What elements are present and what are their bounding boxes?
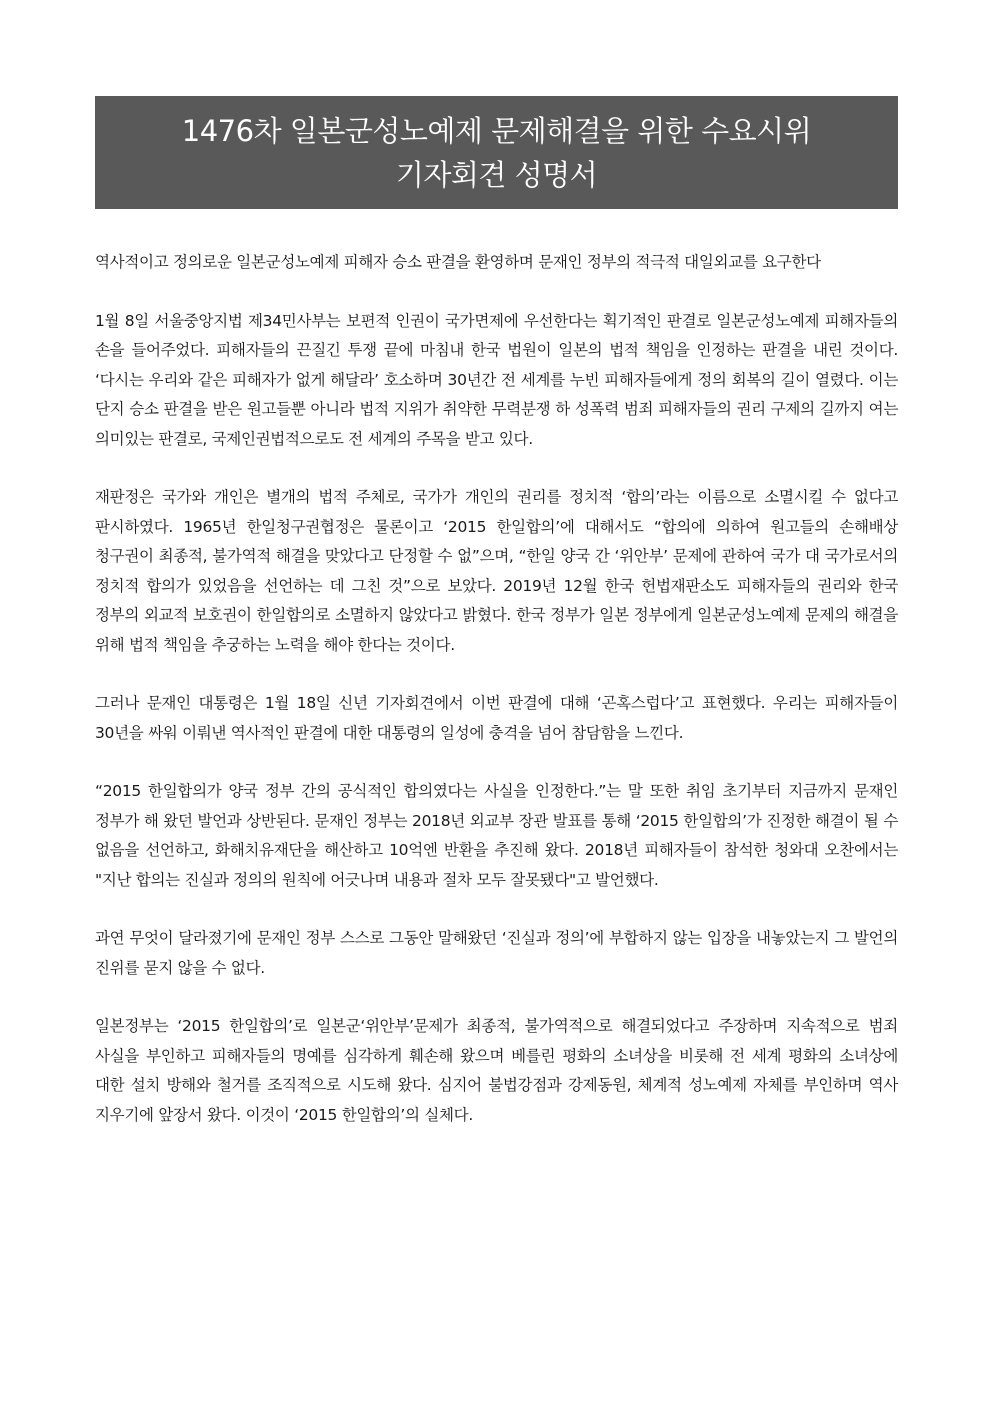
document-title-line-2: 기자회견 성명서 (395, 157, 598, 192)
statement-body (95, 248, 898, 1159)
paragraph-contradiction: “2015 한일합의가 양국 정부 간의 공식적인 합의였다는 사실을 인정한다.”는 말 또한 취임 초기부터 지금까지 문재인 정부가 해 왔던 발언과 상반된다. 문재인 정부는 2018년 외교부 장관 발표를 통해 ‘2015 한일합의’가 진정한 해결이 될 수 없음을 선언하고, 화해치유재단을 해산하고 10억엔 반환을 추진해 왔다. 2018년 피해자들이 참석한 청와대 오찬에서는 "지난 합의는 진실과 정의의 원칙에 어긋나며 내용과 절차 모두 잘못됐다"고 발언했다. (95, 782, 898, 889)
paragraph-japan-government: 일본정부는 ‘2015 한일합의’로 일본군‘위안부’문제가 최종적, 불가역적으로 해결되었다고 주장하며 지속적으로 범죄 사실을 부인하고 피해자들의 명예를 심각하게 훼손해 왔으며 베를린 평화의 소녀상을 비롯해 전 세계 평화의 소녀상에 대한 설치 방해와 철거를 조직적으로 시도해 왔다. 심지어 불법강점과 강제동원, 체계적 성노예제 자체를 부인하며 역사 지우기에 앞장서 왔다. 이것이 ‘2015 한일합의’의 실체다. (95, 1017, 898, 1124)
paragraph-ruling: 1월 8일 서울중앙지법 제34민사부는 보편적 인권이 국가면제에 우선한다는 획기적인 판결로 일본군성노예제 피해자들의 손을 들어주었다. 피해자들의 끈질긴 투쟁 끝에 마침내 한국 법원이 일본의 법적 책임을 인정하는 판결을 내린 것이다. ‘다시는 우리와 같은 피해자가 없게 해달라’ 호소하며 30년간 전 세계를 누빈 피해자들에게 정의 회복의 길이 열렸다. 이는 단지 승소 판결을 받은 원고들뿐 아니라 법적 지위가 취약한 무력분쟁 하 성폭력 범죄 피해자들의 권리 구제의 길까지 여는 의미있는 판결로, 국제인권법적으로도 전 세계의 주목을 받고 있다. (95, 311, 898, 448)
paragraph-headline: 역사적이고 정의로운 일본군성노예제 피해자 승소 판결을 환영하며 문재인 정부의 적극적 대일외교를 요구한다 (95, 253, 821, 271)
paragraph-court-opinion: 재판정은 국가와 개인은 별개의 법적 주체로, 국가가 개인의 권리를 정치적 ‘합의’라는 이름으로 소멸시킬 수 없다고 판시하였다. 1965년 한일청구권협정은 물론이고 ‘2015 한일합의’에 대해서도 “합의에 의하여 원고들의 손해배상 청구권이 최종적, 불가역적 해결을 맞았다고 단정할 수 없”으며, “한일 양국 간 ‘위안부’ 문제에 관하여 국가 대 국가로서의 정치적 합의가 있었음을 선언하는 데 그친 것”으로 보았다. 2019년 12월 한국 헌법재판소도 피해자들의 권리와 한국 정부의 외교적 보호권이 한일합의로 소멸하지 않았다고 밝혔다. 한국 정부가 일본 정부에게 일본군성노예제 문제의 해결을 위해 법적 책임을 추궁하는 노력을 해야 한다는 것이다. (95, 488, 898, 654)
document-title-line-1: 1476차 일본군성노예제 문제해결을 위한 수요시위 (181, 113, 812, 148)
paragraph-president-remark: 그러나 문재인 대통령은 1월 18일 신년 기자회견에서 이번 판결에 대해 ‘곤혹스럽다’고 표현했다. 우리는 피해자들이 30년을 싸워 이뤄낸 역사적인 판결에 대한 대통령의 일성에 충격을 넘어 참담함을 느낀다. (95, 694, 898, 742)
title-banner (95, 96, 898, 209)
paragraph-question: 과연 무엇이 달라졌기에 문재인 정부 스스로 그동안 말해왔던 ‘진실과 정의’에 부합하지 않는 입장을 내놓았는지 그 발언의 진위를 묻지 않을 수 없다. (95, 929, 898, 977)
